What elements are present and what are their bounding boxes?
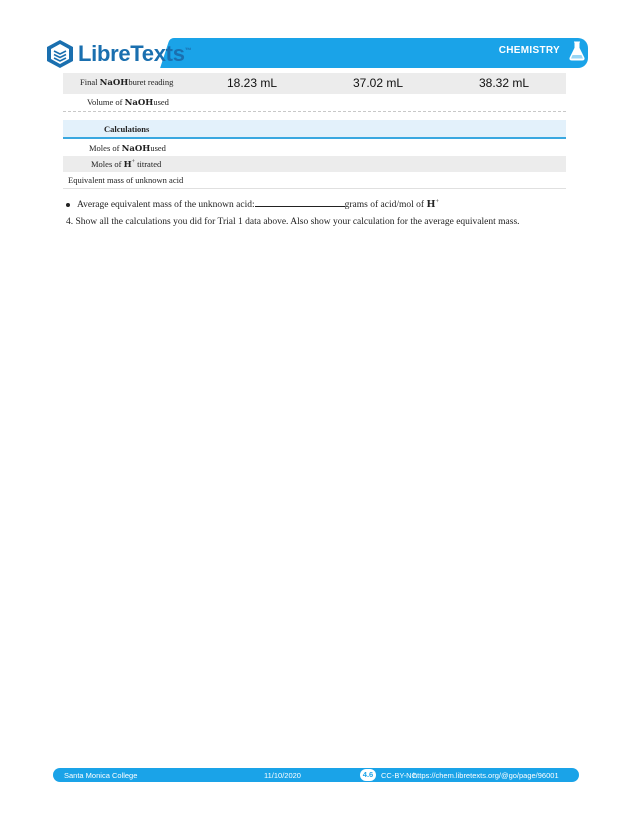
bullet-icon: [66, 203, 70, 207]
subject-label: CHEMISTRY: [498, 45, 560, 56]
moles-naoh-label: Moles of NaOHused: [89, 143, 166, 154]
moles-h-row: [63, 156, 566, 172]
page-footer: [53, 768, 579, 782]
equiv-mass-label: Equivalent mass of unknown acid: [68, 175, 184, 185]
footer-license[interactable]: CC-BY-NC: [381, 771, 417, 780]
answer-blank[interactable]: [255, 197, 345, 207]
volume-used-row: [63, 94, 566, 112]
final-reading-row: [63, 73, 566, 94]
volume-used-label: Volume of NaOHused: [87, 97, 169, 108]
equiv-mass-row: [63, 172, 566, 189]
final-reading-trial-3: 38.32 mL: [479, 76, 530, 90]
moles-h-label: Moles of H+ titrated: [91, 159, 162, 170]
footer-url[interactable]: https://chem.libretexts.org/@go/page/96001: [413, 771, 559, 780]
page-number-badge: 4.6: [360, 769, 376, 781]
footer-college: Santa Monica College: [64, 771, 138, 780]
libretexts-logo[interactable]: [46, 34, 191, 74]
page-header: [0, 30, 630, 78]
average-equiv-mass-prompt: Average equivalent mass of the unknown acid: grams of acid/mol of H+: [66, 197, 439, 210]
libretexts-book-icon: [46, 39, 74, 69]
flask-icon: [569, 41, 585, 61]
final-reading-trial-2: 37.02 mL: [353, 76, 404, 90]
final-reading-label: Final NaOHburet reading: [80, 77, 174, 88]
step-4-instruction: 4. Show all the calculations you did for Trial 1 data above. Also show your calculation for the average equivalent mass.: [66, 217, 520, 227]
logo-wordmark: LibreTexts™: [78, 41, 192, 66]
final-reading-trial-1: 18.23 mL: [227, 76, 278, 90]
calculations-heading: Calculations: [63, 120, 566, 139]
footer-date: 11/10/2020: [264, 771, 301, 780]
moles-naoh-row: [63, 140, 566, 156]
